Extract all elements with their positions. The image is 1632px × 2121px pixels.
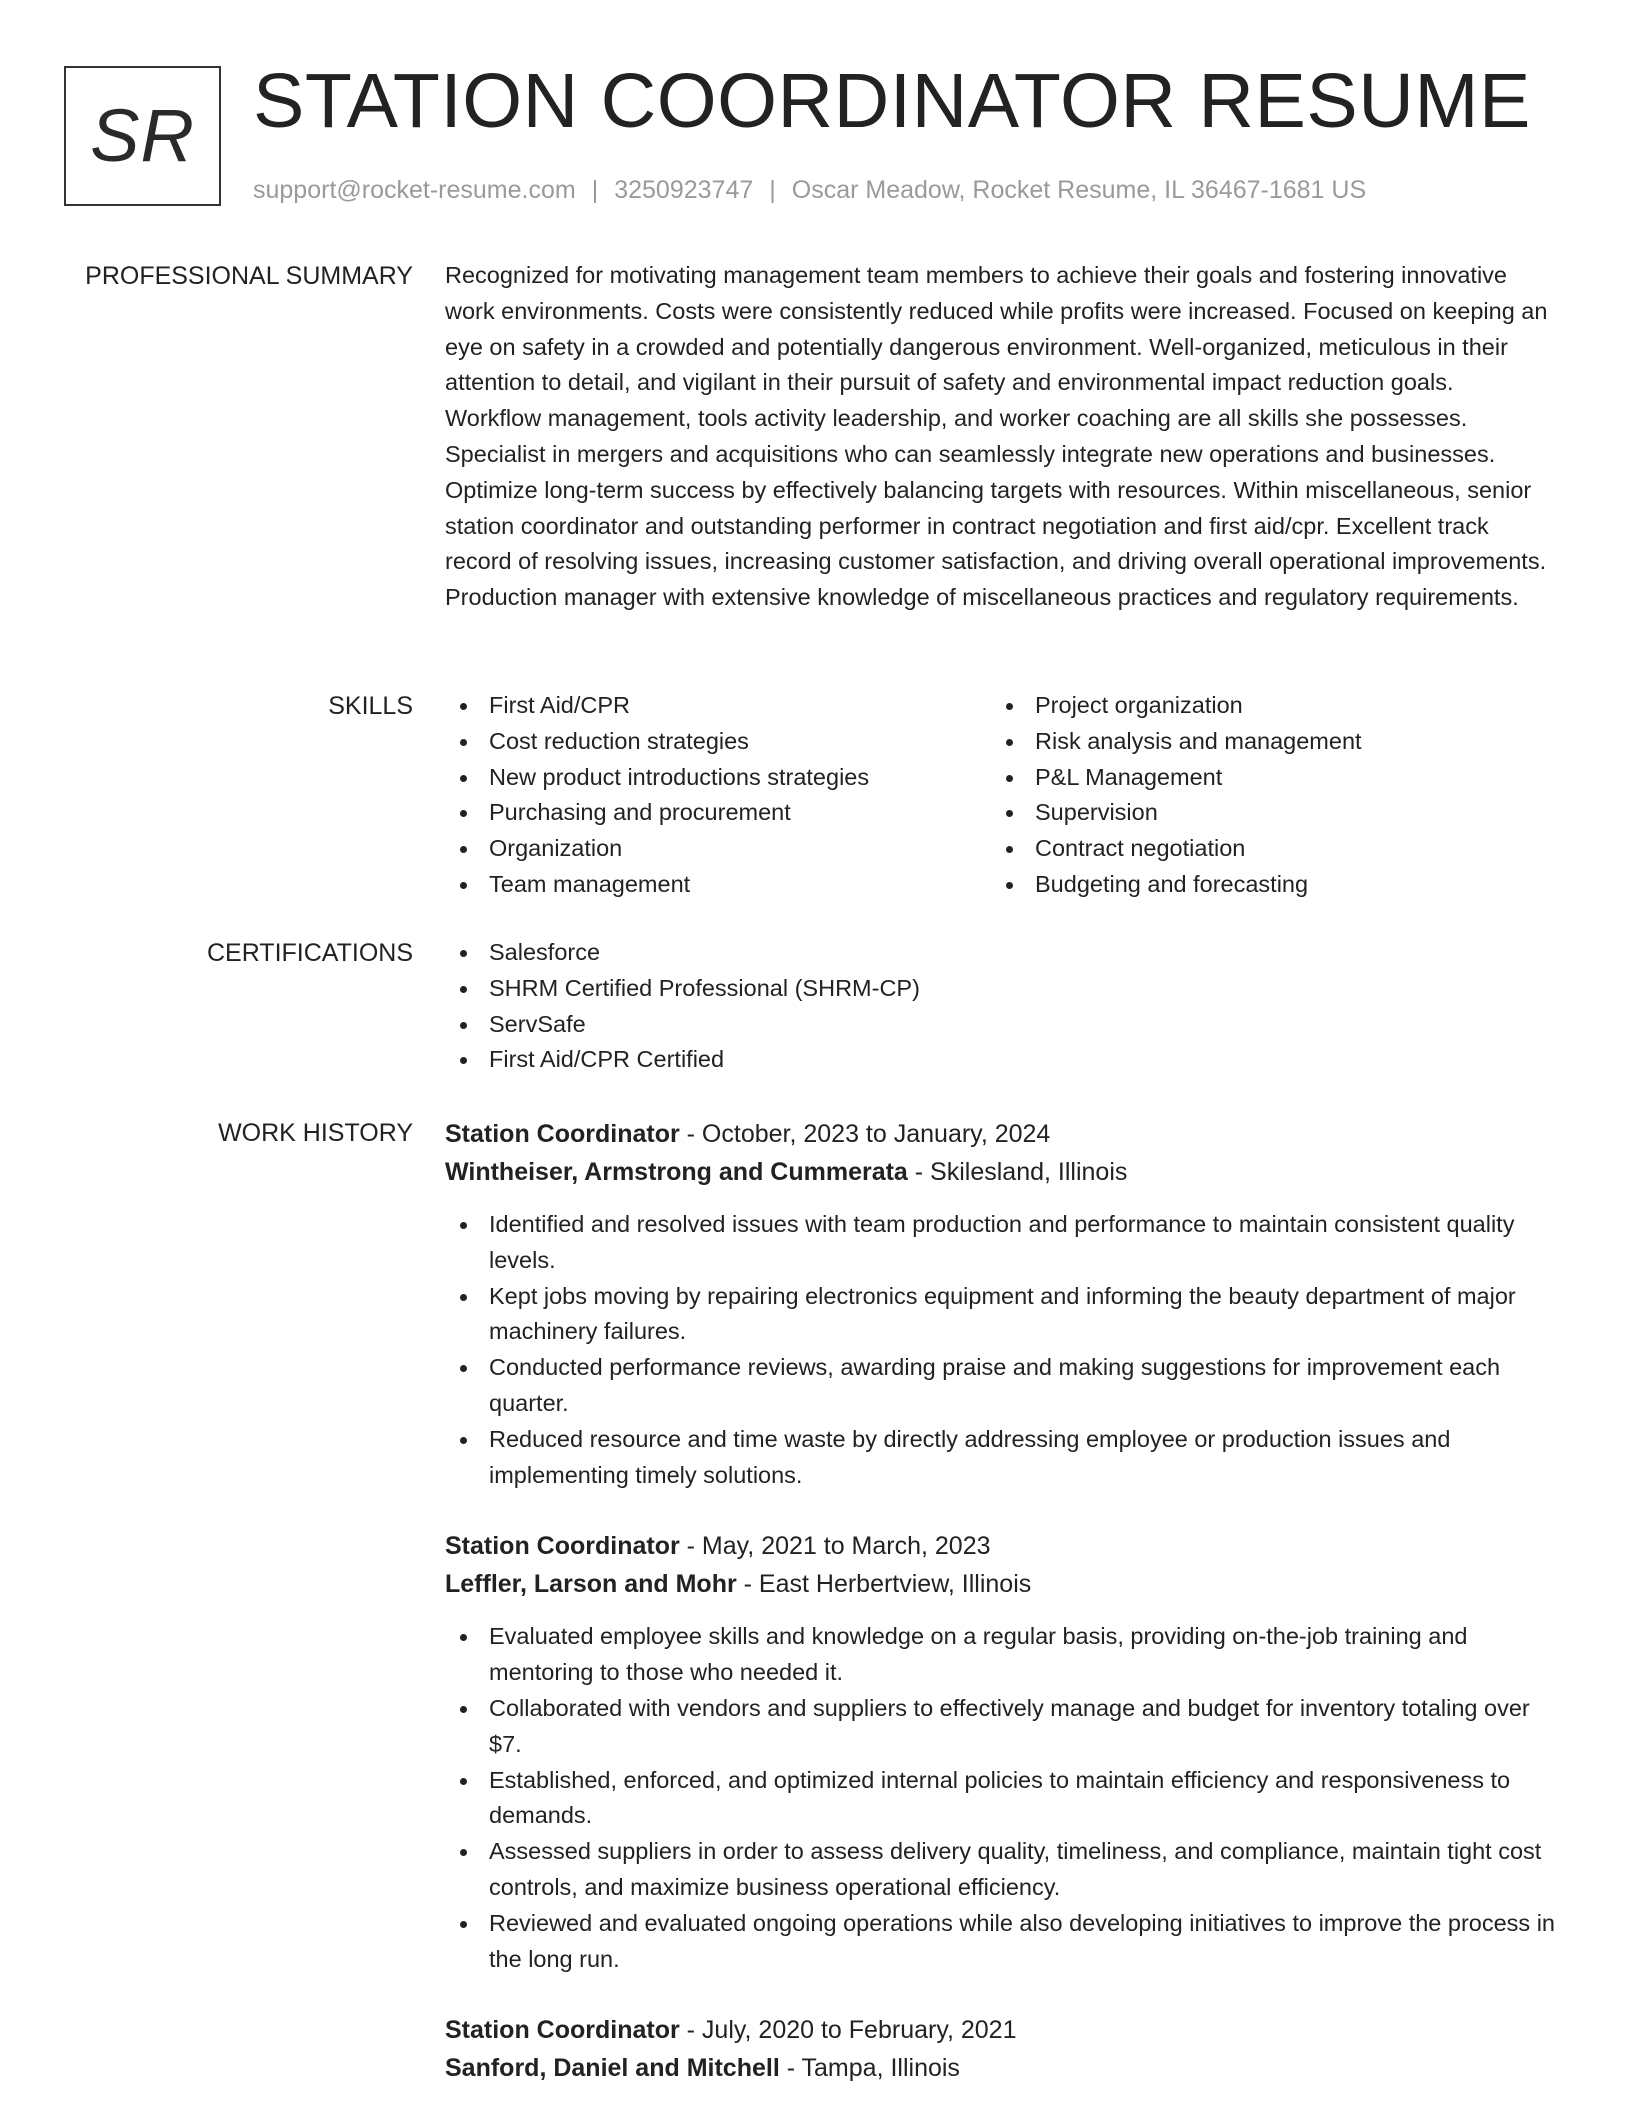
- job-bullets: [445, 1207, 1555, 1493]
- section-label-skills: SKILLS: [328, 692, 413, 720]
- skills-list-right: [991, 688, 1537, 903]
- job-dates: - October, 2023 to January, 2024: [679, 1120, 1051, 1148]
- job-company-line: [445, 1565, 1555, 1603]
- job-location: - Tampa, Illinois: [779, 2054, 960, 2083]
- job-bullet: Collaborated with vendors and suppliers to effectively manage and budget for inventory totaling over $7.: [445, 1691, 1555, 1763]
- monogram-initials: SR: [90, 94, 195, 177]
- job-bullet: Reduced resource and time waste by directly addressing employee or production issues and implementing timely solutions.: [445, 1422, 1555, 1494]
- work-history-body: [445, 1115, 1555, 2121]
- skill-item: Supervision: [991, 795, 1537, 831]
- skills-grid: [445, 688, 1555, 903]
- job-title: Station Coordinator: [445, 2016, 680, 2045]
- skill-item: Purchasing and procurement: [445, 795, 991, 831]
- job-entry: [445, 1115, 1555, 1493]
- skill-item: P&L Management: [991, 760, 1537, 796]
- job-company-line: [445, 2049, 1555, 2087]
- job-title-line: [445, 1115, 1555, 1153]
- resume-title: STATION COORDINATOR RESUME: [253, 58, 1531, 144]
- job-dates: - May, 2021 to March, 2023: [679, 1532, 991, 1561]
- job-title-line: [445, 2011, 1555, 2049]
- job-bullet: Established, enforced, and optimized internal policies to maintain efficiency and responsiveness to demands.: [445, 1763, 1555, 1835]
- skill-item: Contract negotiation: [991, 831, 1537, 867]
- job-bullets: [445, 1619, 1555, 1977]
- job-title: Station Coordinator: [445, 1532, 680, 1561]
- job-bullet: Reviewed and evaluated ongoing operations while also developing initiatives to improve the process in the long run.: [445, 1906, 1555, 1978]
- certifications-list: [445, 935, 1555, 1078]
- section-label-summary: PROFESSIONAL SUMMARY: [85, 262, 413, 290]
- contact-address: Oscar Meadow, Rocket Resume, IL 36467-1681 US: [791, 176, 1367, 204]
- section-label-certifications: CERTIFICATIONS: [206, 939, 413, 967]
- contact-separator: |: [769, 176, 776, 204]
- skills-list-left: [445, 688, 991, 903]
- contact-separator: |: [591, 176, 599, 204]
- job-entry: [445, 2011, 1555, 2087]
- certification-item: Salesforce: [445, 935, 1555, 971]
- contact-phone[interactable]: 3250923747: [614, 176, 754, 204]
- section-label-work-history: WORK HISTORY: [218, 1119, 413, 1147]
- certification-item: SHRM Certified Professional (SHRM-CP): [445, 971, 1555, 1007]
- job-company: Wintheiser, Armstrong and Cummerata: [445, 1158, 908, 1186]
- job-title-line: [445, 1527, 1555, 1565]
- contact-line: [253, 172, 1366, 208]
- job-dates: - July, 2020 to February, 2021: [679, 2016, 1017, 2045]
- job-title: Station Coordinator: [445, 1120, 680, 1148]
- skill-item: First Aid/CPR: [445, 688, 991, 724]
- skill-item: Risk analysis and management: [991, 724, 1537, 760]
- certification-item: ServSafe: [445, 1007, 1555, 1043]
- job-bullet: Conducted performance reviews, awarding praise and making suggestions for improvement each quarter.: [445, 1350, 1555, 1422]
- summary-text: Recognized for motivating management team members to achieve their goals and fostering innovative work environments. Costs were consistently reduced while profits were increased. Focused on keeping an eye on safety in a crowded and potentially dangerous environment. Well-organized, meticulous in their attention to detail, and vigilant in their pursuit of safety and environmental impact reduction goals. Workflow management, tools activity leadership, and worker coaching are all skills she possesses. Specialist in mergers and acquisitions who can seamlessly integrate new operations and businesses. Optimize long-term success by effectively balancing targets with resources. Within miscellaneous, senior station coordinator and outstanding performer in contract negotiation and first aid/cpr. Excellent track record of resolving issues, increasing customer satisfaction, and driving overall operational improvements. Production manager with extensive knowledge of miscellaneous practices and regulatory requirements.: [445, 262, 1548, 611]
- skill-item: Project organization: [991, 688, 1537, 724]
- contact-email[interactable]: support@rocket-resume.com: [253, 176, 576, 204]
- job-entry: [445, 1527, 1555, 1977]
- skill-item: Team management: [445, 867, 991, 903]
- summary-body: [445, 258, 1555, 616]
- job-company: Leffler, Larson and Mohr: [445, 1570, 737, 1599]
- certifications-body: [445, 935, 1555, 1078]
- skill-item: Organization: [445, 831, 991, 867]
- job-location: - Skilesland, Illinois: [907, 1158, 1128, 1186]
- job-company: Sanford, Daniel and Mitchell: [445, 2054, 780, 2083]
- skill-item: New product introductions strategies: [445, 760, 991, 796]
- job-bullet: Kept jobs moving by repairing electronics equipment and informing the beauty department of major machinery failures.: [445, 1279, 1555, 1351]
- monogram-box: [64, 66, 221, 206]
- job-bullet: Evaluated employee skills and knowledge on a regular basis, providing on-the-job training and mentoring to those who needed it.: [445, 1619, 1555, 1691]
- job-bullet: Identified and resolved issues with team production and performance to maintain consistent quality levels.: [445, 1207, 1555, 1279]
- skill-item: Budgeting and forecasting: [991, 867, 1537, 903]
- skills-body: [445, 688, 1555, 903]
- job-bullet: Assessed suppliers in order to assess delivery quality, timeliness, and compliance, maintain tight cost controls, and maximize business operational efficiency.: [445, 1834, 1555, 1906]
- job-company-line: [445, 1153, 1555, 1191]
- skill-item: Cost reduction strategies: [445, 724, 991, 760]
- job-location: - East Herbertview, Illinois: [736, 1570, 1032, 1599]
- certification-item: First Aid/CPR Certified: [445, 1042, 1555, 1078]
